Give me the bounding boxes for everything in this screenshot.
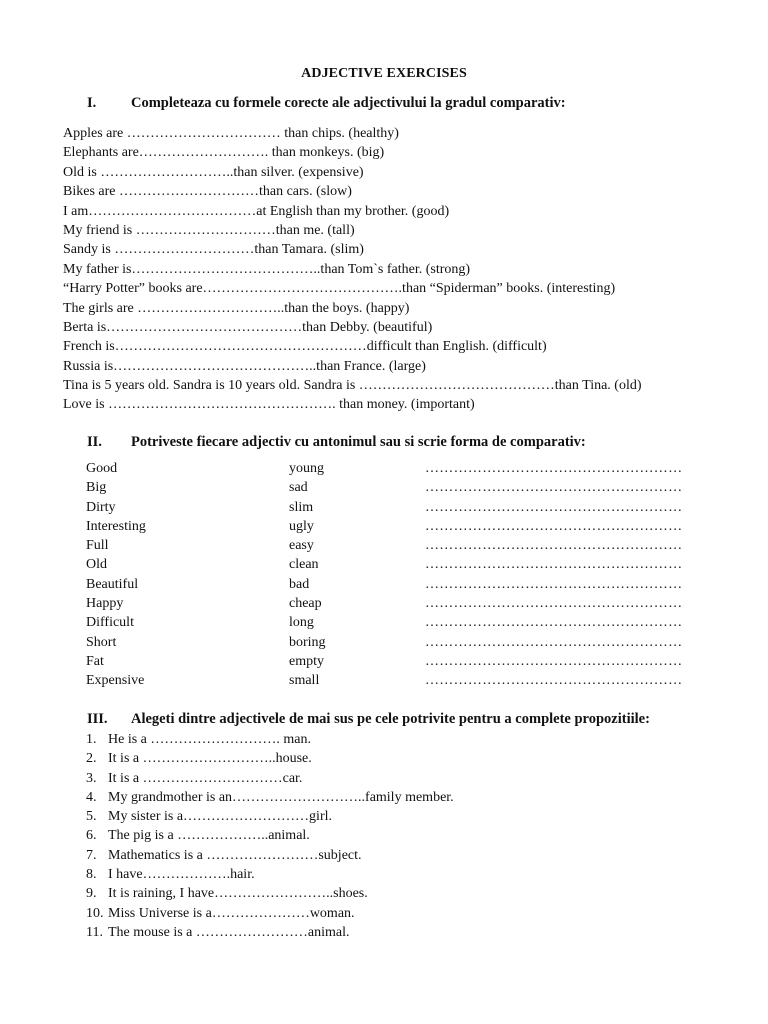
item-number: 10. <box>86 905 104 921</box>
answer-blank: ……………………………………………… <box>425 576 683 592</box>
antonym-cell: clean <box>289 557 319 573</box>
section-1-instruction: Completeaza cu formele corecte ale adjectivului la gradul comparativ: <box>131 95 566 111</box>
item-number: 9. <box>86 886 97 902</box>
list-item <box>86 884 454 903</box>
sentence-item: The girls are …………………………..than the boys. (happy) <box>63 300 410 316</box>
adjective-cell: Expensive <box>86 673 145 689</box>
antonym-cell: sad <box>289 480 308 496</box>
section-2-heading <box>87 434 586 451</box>
list-item <box>86 846 454 865</box>
antonym-cell: ugly <box>289 518 314 534</box>
antonym-cell: cheap <box>289 596 322 612</box>
adjective-cell: Full <box>86 538 109 554</box>
antonym-cell: empty <box>289 653 324 669</box>
list-item <box>86 807 454 826</box>
item-number: 5. <box>86 809 97 825</box>
antonym-cell: slim <box>289 499 314 515</box>
sentence-item: Elephants are………………………. than monkeys. (big) <box>63 145 385 161</box>
list-item <box>86 904 454 923</box>
answer-blank: ……………………………………………… <box>425 518 683 534</box>
antonym-cell: bad <box>289 576 310 592</box>
answer-blank: ……………………………………………… <box>425 499 683 515</box>
answer-blank: ……………………………………………… <box>425 634 683 650</box>
sentence-item: Berta is……………………………………than Debby. (beautiful) <box>63 319 433 335</box>
comparative-sentence-list <box>63 124 642 415</box>
antonym-cell: small <box>289 673 320 689</box>
sentence-item: Tina is 5 years old. Sandra is 10 years old. Sandra is ……………………………………than Tina. (old) <box>63 378 642 394</box>
adjective-cell: Beautiful <box>86 576 139 592</box>
sentence-item: “Harry Potter” books are…………………………………….than “Spiderman” books. (interesting) <box>63 281 616 297</box>
answer-blank: ……………………………………………… <box>425 615 683 631</box>
adjective-cell: Interesting <box>86 518 146 534</box>
list-item <box>86 826 454 845</box>
adjective-cell: Old <box>86 557 107 573</box>
sentence-item: French is………………………………………………difficult than English. (difficult) <box>63 339 547 355</box>
item-text: My grandmother is an………………………..family member. <box>108 789 454 805</box>
antonym-cell: boring <box>289 634 326 650</box>
section-3-heading <box>87 711 650 728</box>
adjective-cell: Difficult <box>86 615 134 631</box>
item-number: 3. <box>86 770 97 786</box>
item-number: 4. <box>86 789 97 805</box>
list-item <box>86 730 454 749</box>
adjective-cell: Big <box>86 480 107 496</box>
sentence-item: My father is…………………………………..than Tom`s father. (strong) <box>63 261 471 277</box>
antonym-cell: easy <box>289 538 314 554</box>
item-text: He is a ………………………. man. <box>108 732 311 747</box>
item-text: Mathematics is a ……………………subject. <box>108 847 362 863</box>
sentence-item: Russia is……………………………………..than France. (large) <box>63 358 426 374</box>
sentence-item: Sandy is …………………………than Tamara. (slim) <box>63 242 364 258</box>
section-2-number: II. <box>87 434 102 450</box>
fill-in-sentence-list <box>86 730 454 942</box>
sentence-item: Bikes are …………………………than cars. (slow) <box>63 184 352 200</box>
answer-blank: ……………………………………………… <box>425 480 683 496</box>
item-text: It is raining, I have……………………..shoes. <box>108 886 368 902</box>
sentence-item: Apples are …………………………… than chips. (healthy) <box>63 126 399 141</box>
adjective-cell: Good <box>86 461 118 476</box>
section-1-number: I. <box>87 95 97 111</box>
adjective-cell: Happy <box>86 596 124 612</box>
item-text: Miss Universe is a…………………woman. <box>108 905 355 921</box>
answer-blank: ……………………………………………… <box>425 596 683 612</box>
item-text: It is a …………………………car. <box>108 770 303 786</box>
answer-blank: ……………………………………………… <box>425 557 683 573</box>
sentence-item: My friend is …………………………than me. (tall) <box>63 222 355 238</box>
list-item <box>86 788 454 807</box>
answer-blank: ……………………………………………… <box>425 653 683 669</box>
adjective-cell: Dirty <box>86 499 116 515</box>
section-1-heading <box>87 95 566 112</box>
item-text: The mouse is a ……………………animal. <box>108 924 350 940</box>
item-number: 1. <box>86 732 97 747</box>
section-3-instruction: Alegeti dintre adjectivele de mai sus pe cele potrivite pentru a complete propozitiile: <box>131 711 650 727</box>
item-number: 8. <box>86 867 97 883</box>
list-item <box>86 769 454 788</box>
item-text: My sister is a………………………girl. <box>108 809 332 825</box>
item-text: I have……………….hair. <box>108 867 255 883</box>
list-item <box>86 865 454 884</box>
item-number: 2. <box>86 751 97 767</box>
section-2-instruction: Potriveste fiecare adjectiv cu antonimul sau si scrie forma de comparativ: <box>131 434 586 450</box>
answer-blank: ……………………………………………… <box>425 538 683 554</box>
sentence-item: Old is ………………………..than silver. (expensive) <box>63 164 364 180</box>
item-number: 7. <box>86 847 97 863</box>
antonym-cell: long <box>289 615 314 631</box>
item-text: It is a ………………………..house. <box>108 751 312 767</box>
item-number: 11. <box>86 924 103 940</box>
sentence-item: I am………………………………at English than my brother. (good) <box>63 203 450 219</box>
item-text: The pig is a ………………..animal. <box>108 828 310 844</box>
page-title: ADJECTIVE EXERCISES <box>301 66 467 81</box>
item-number: 6. <box>86 828 97 844</box>
list-item <box>86 749 454 768</box>
adjective-cell: Short <box>86 634 117 650</box>
answer-blank: ……………………………………………… <box>425 673 683 689</box>
list-item <box>86 923 454 942</box>
section-3-number: III. <box>87 711 108 727</box>
sentence-item: Love is …………………………………………. than money. (important) <box>63 397 475 413</box>
adjective-cell: Fat <box>86 653 104 669</box>
antonym-cell: young <box>289 461 324 476</box>
answer-blank: ……………………………………………… <box>425 461 683 476</box>
